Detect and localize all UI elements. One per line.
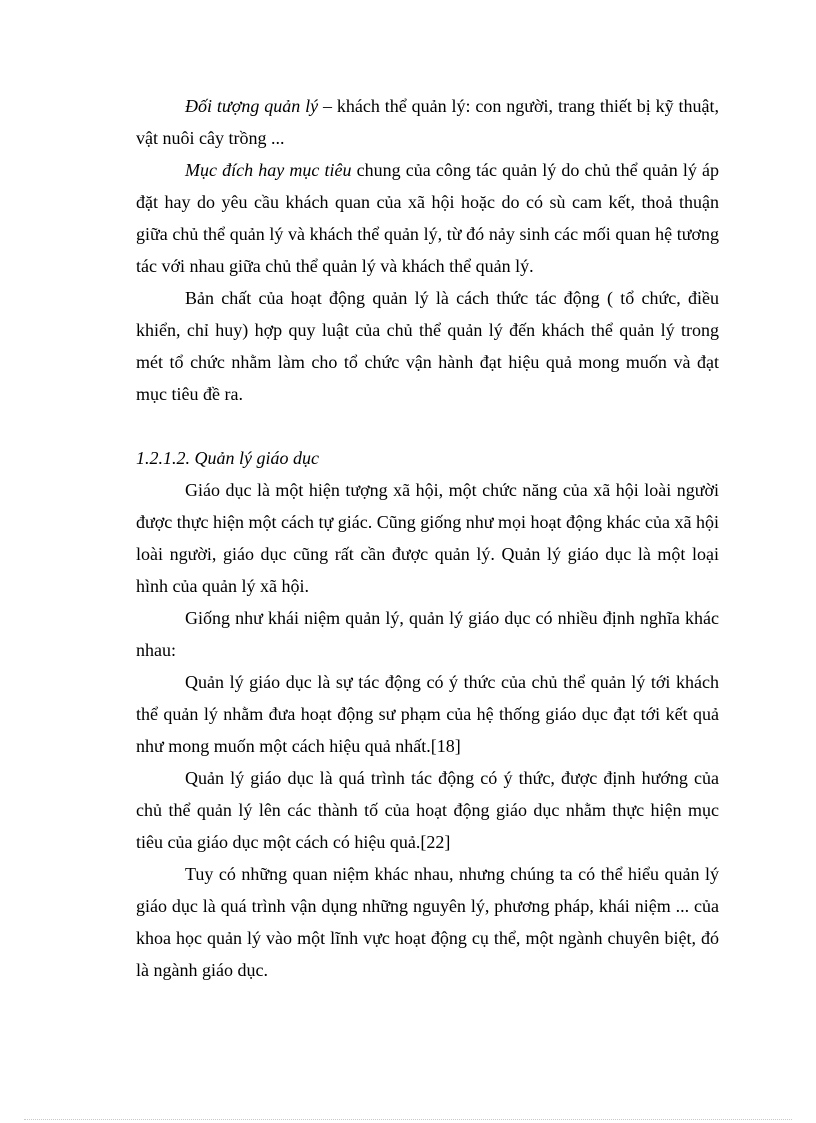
paragraph-text: chung của công tác quản lý do chủ thể quản lý áp đặt hay do yêu cầu khách quan của xã hội hoặc do có sù cam kết, thoả thuận giữa chủ thể quản lý và khách thể quản lý, từ đó nảy sinh các mối quan hệ tương tác với nhau giữa chủ thể quản lý và khách thể quản lý. [136, 160, 719, 276]
paragraph-definition-18: Quản lý giáo dục là sự tác động có ý thức của chủ thể quản lý tới khách thể quản lý nhằm đưa hoạt động sư phạm của hệ thống giáo dục đạt tới kết quả như mong muốn một cách hiệu quả nhất.[18] [136, 672, 719, 756]
paragraph-conclusion: Tuy có những quan niệm khác nhau, nhưng chúng ta có thể hiểu quản lý giáo dục là quá trình vận dụng những nguyên lý, phương pháp, khái niệm ... của khoa học quản lý vào một lĩnh vực hoạt động cụ thể, một ngành chuyên biệt, đó là ngành giáo dục. [136, 864, 719, 980]
paragraph-object-of-management [136, 90, 719, 154]
page-bottom-rule [24, 1119, 792, 1120]
italic-term: Đối tượng quản lý [185, 96, 319, 116]
paragraph-nature-of-management: Bản chất của hoạt động quản lý là cách thức tác động ( tổ chức, điều khiển, chỉ huy) hợp quy luật của chủ thể quản lý đến khách thể quản lý trong mét tổ chức nhằm làm cho tổ chức vận hành đạt hiệu quả mong muốn và đạt mục tiêu đề ra. [136, 288, 719, 404]
section-heading: 1.2.1.2. Quản lý giáo dục [136, 448, 319, 468]
body-text [136, 90, 719, 986]
paragraph-education-intro: Giáo dục là một hiện tượng xã hội, một chức năng của xã hội loài người được thực hiện một cách tự giác. Cũng giống như mọi hoạt động khác của xã hội loài người, giáo dục cũng rất cần được quản lý. Quản lý giáo dục là một loại hình của quản lý xã hội. [136, 480, 719, 596]
paragraph-management-goal [136, 154, 719, 282]
italic-term: Mục đích hay mục tiêu [185, 160, 352, 180]
paragraph-text: – khách thể quản lý: con người, trang thiết bị kỹ thuật, vật nuôi cây trồng ... [136, 96, 719, 148]
paragraph-definitions-intro: Giống như khái niệm quản lý, quản lý giáo dục có nhiều định nghĩa khác nhau: [136, 608, 719, 660]
paragraph-definition-22: Quản lý giáo dục là quá trình tác động có ý thức, được định hướng của chủ thể quản lý lên các thành tố của hoạt động giáo dục nhằm thực hiện mục tiêu của giáo dục một cách có hiệu quả.[22] [136, 768, 719, 852]
